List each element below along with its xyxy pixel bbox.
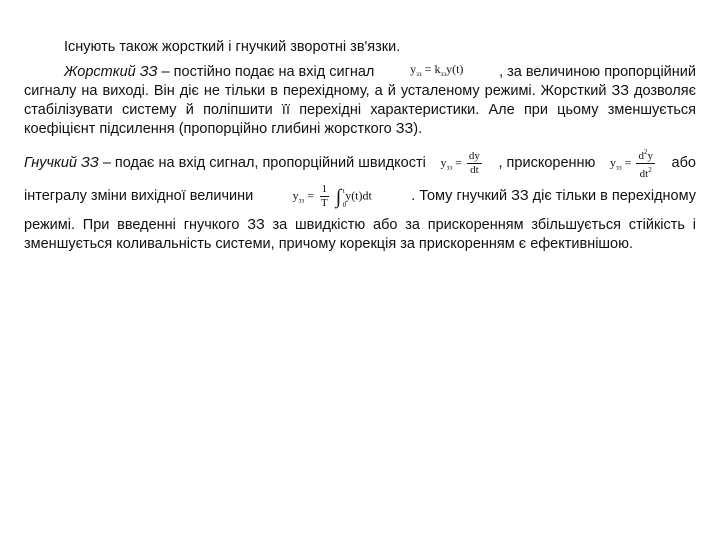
flexible-feedback-text-a: – подає на вхід сигнал, пропорційний швидкості <box>98 155 426 171</box>
integral-lead-text: інтегралу зміни вихідної величини <box>24 188 254 205</box>
integral-tail-text: . Тому гнучкий ЗЗ діє тільки в перехідному <box>411 188 696 205</box>
paragraph-2-line-1 <box>64 60 696 84</box>
rigid-feedback-text-b: , за величиною пропорційний <box>499 63 696 80</box>
paragraph-3-line-2 <box>24 183 696 210</box>
rigid-feedback-text-a: – постійно подає на вхід сигнал <box>157 63 375 80</box>
paragraph-1 <box>64 38 400 57</box>
flexible-feedback-text-c: або <box>671 155 696 171</box>
acceleration-formula: $y_{зз}$ = $\frac{d^2y}{dt^2}$ <box>610 148 653 180</box>
flexible-feedback-text-b: , прискоренню <box>498 155 596 171</box>
rigid-feedback-term: Жорсткий ЗЗ <box>64 63 158 80</box>
paragraph-3-line-1 <box>24 146 696 181</box>
paragraph-2-line-3: стабілізувати систему й поліпшити її перехідні характеристики. Але при цьому зменшується <box>24 102 696 118</box>
velocity-formula: $y_{зз}$ = $\frac{dy}{dt}$ <box>440 149 480 176</box>
rigid-feedback-formula: $y_{зз} = k_{зз}y(t)$ <box>410 62 464 78</box>
flexible-feedback-term: Гнучкий ЗЗ <box>24 155 99 171</box>
paragraph-3-line-3: режимі. При введенні гнучкого ЗЗ за швидкістю або за прискоренням збільшується стійкість і <box>24 217 696 233</box>
paragraph-2-line-2: сигналу на виході. Він діє не тільки в перехідному, а й усталеному режимі. Жорсткий ЗЗ дозволяє <box>24 83 696 99</box>
paragraph-3-line-4: зменшується коливальність системи, причому корекція за прискоренням є ефективнішою. <box>24 236 634 252</box>
paragraph-2-line-4: коефіцієнт підсилення (пропорційно глибині жорсткого ЗЗ). <box>24 121 423 137</box>
paragraph-1-text: Існують також жорсткий і гнучкий зворотні зв'язки. <box>64 39 401 55</box>
integral-formula: $y_{зз}$ = $\frac{1}{T}$ ∫ t 0 y(t)dt <box>292 183 372 209</box>
